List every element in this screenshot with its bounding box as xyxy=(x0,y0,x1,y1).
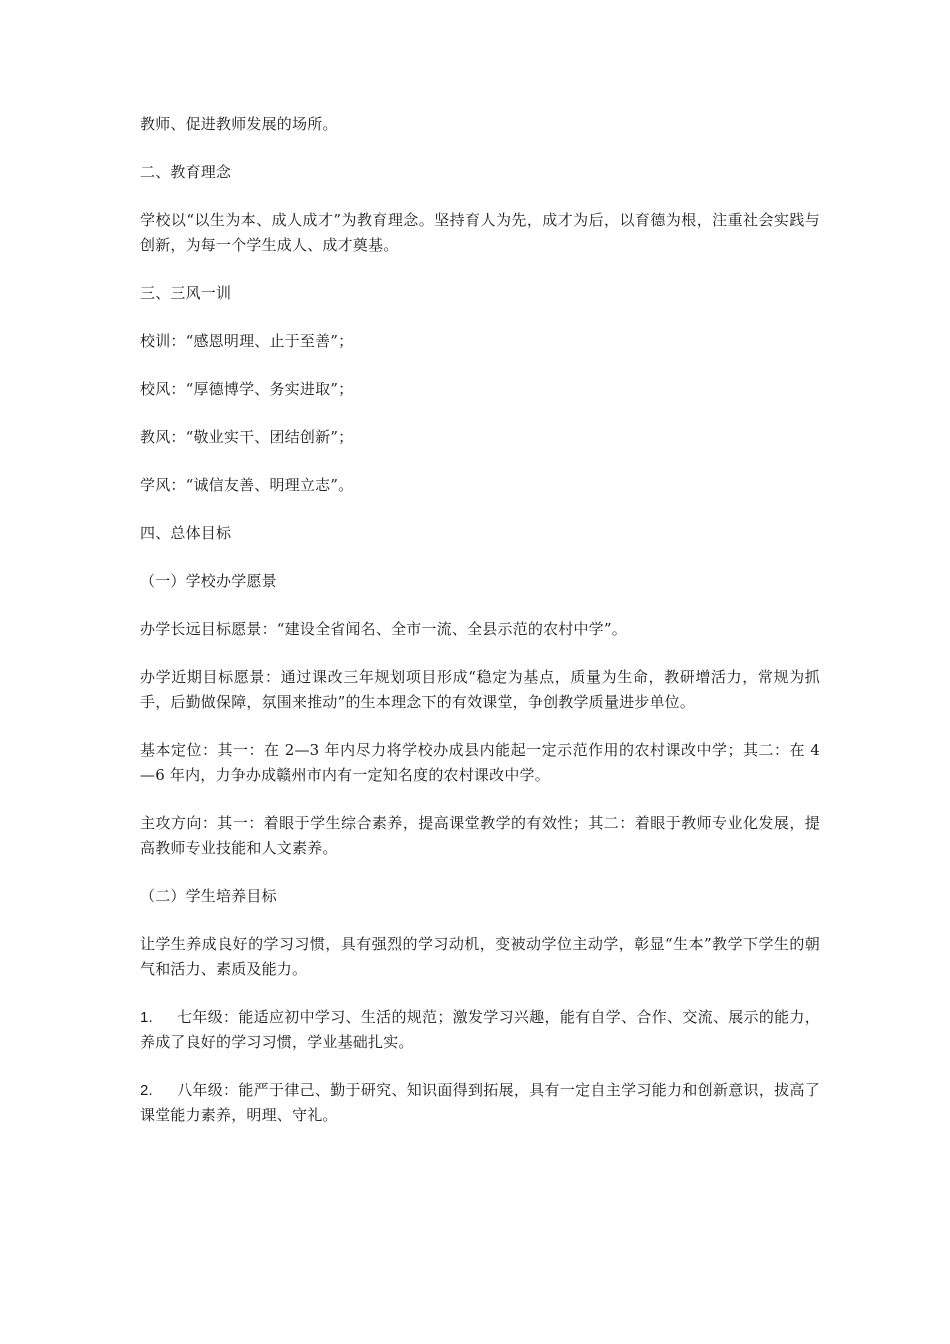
list-item xyxy=(140,1078,820,1128)
subheading-vision: （一）学校办学愿景 xyxy=(140,572,277,590)
list-item-text: 八年级：能严于律己、勤于研究、知识面得到拓展，具有一定自主学习能力和创新意识，拔高了课堂能力素养，明理、守礼。 xyxy=(140,1081,820,1124)
long-term-vision-paragraph: 办学长远目标愿景：“建设全省闻名、全市一流、全县示范的农村中学”。 xyxy=(140,620,627,638)
motto-teaching: 教风：“敬业实干、团结创新”； xyxy=(140,428,354,446)
section-heading-goals: 四、总体目标 xyxy=(140,524,232,542)
direction-paragraph: 主攻方向：其一：着眼于学生综合素养，提高课堂教学的有效性；其二：着眼于教师专业化发展，提高教师专业技能和人文素养。 xyxy=(140,814,820,857)
philosophy-paragraph: 学校以“以生为本、成人成才”为教育理念。坚持育人为先，成才为后，以育德为根，注重社会实践与创新，为每一个学生成人、成才奠基。 xyxy=(140,211,820,254)
positioning-paragraph: 基本定位：其一：在 2—3 年内尽力将学校办成县内能起一定示范作用的农村课改中学；其二：在 4—6 年内，力争办成赣州市内有一定知名度的农村课改中学。 xyxy=(140,741,820,784)
intro-end-paragraph: 教师、促进教师发展的场所。 xyxy=(140,115,338,133)
list-item-text: 七年级：能适应初中学习、生活的规范；激发学习兴趣，能有自学、合作、交流、展示的能力，养成了良好的学习习惯，学业基础扎实。 xyxy=(140,1008,820,1051)
section-heading-philosophy: 二、教育理念 xyxy=(140,163,232,181)
list-item-number: 2. xyxy=(140,1082,153,1099)
subheading-student-goals: （二）学生培养目标 xyxy=(140,887,277,905)
document-page xyxy=(140,112,820,1151)
near-term-vision-paragraph: 办学近期目标愿景：通过课改三年规划项目形成“稳定为基点，质量为生命，教研增活力，常规为抓手，后勤做保障，氛围来推动”的生本理念下的有效课堂，争创教学质量进步单位。 xyxy=(140,668,820,711)
student-goals-paragraph: 让学生养成良好的学习习惯，具有强烈的学习动机，变被动学位主动学，彰显“生本”教学下学生的朝气和活力、素质及能力。 xyxy=(140,935,820,978)
motto-school: 校训：“感恩明理、止于至善”； xyxy=(140,332,354,350)
section-heading-motto: 三、三风一训 xyxy=(140,284,232,302)
list-item xyxy=(140,1005,820,1055)
motto-learning: 学风：“诚信友善、明理立志”。 xyxy=(140,476,354,494)
list-item-number: 1. xyxy=(140,1009,153,1026)
motto-style: 校风：“厚德博学、务实进取”； xyxy=(140,380,354,398)
